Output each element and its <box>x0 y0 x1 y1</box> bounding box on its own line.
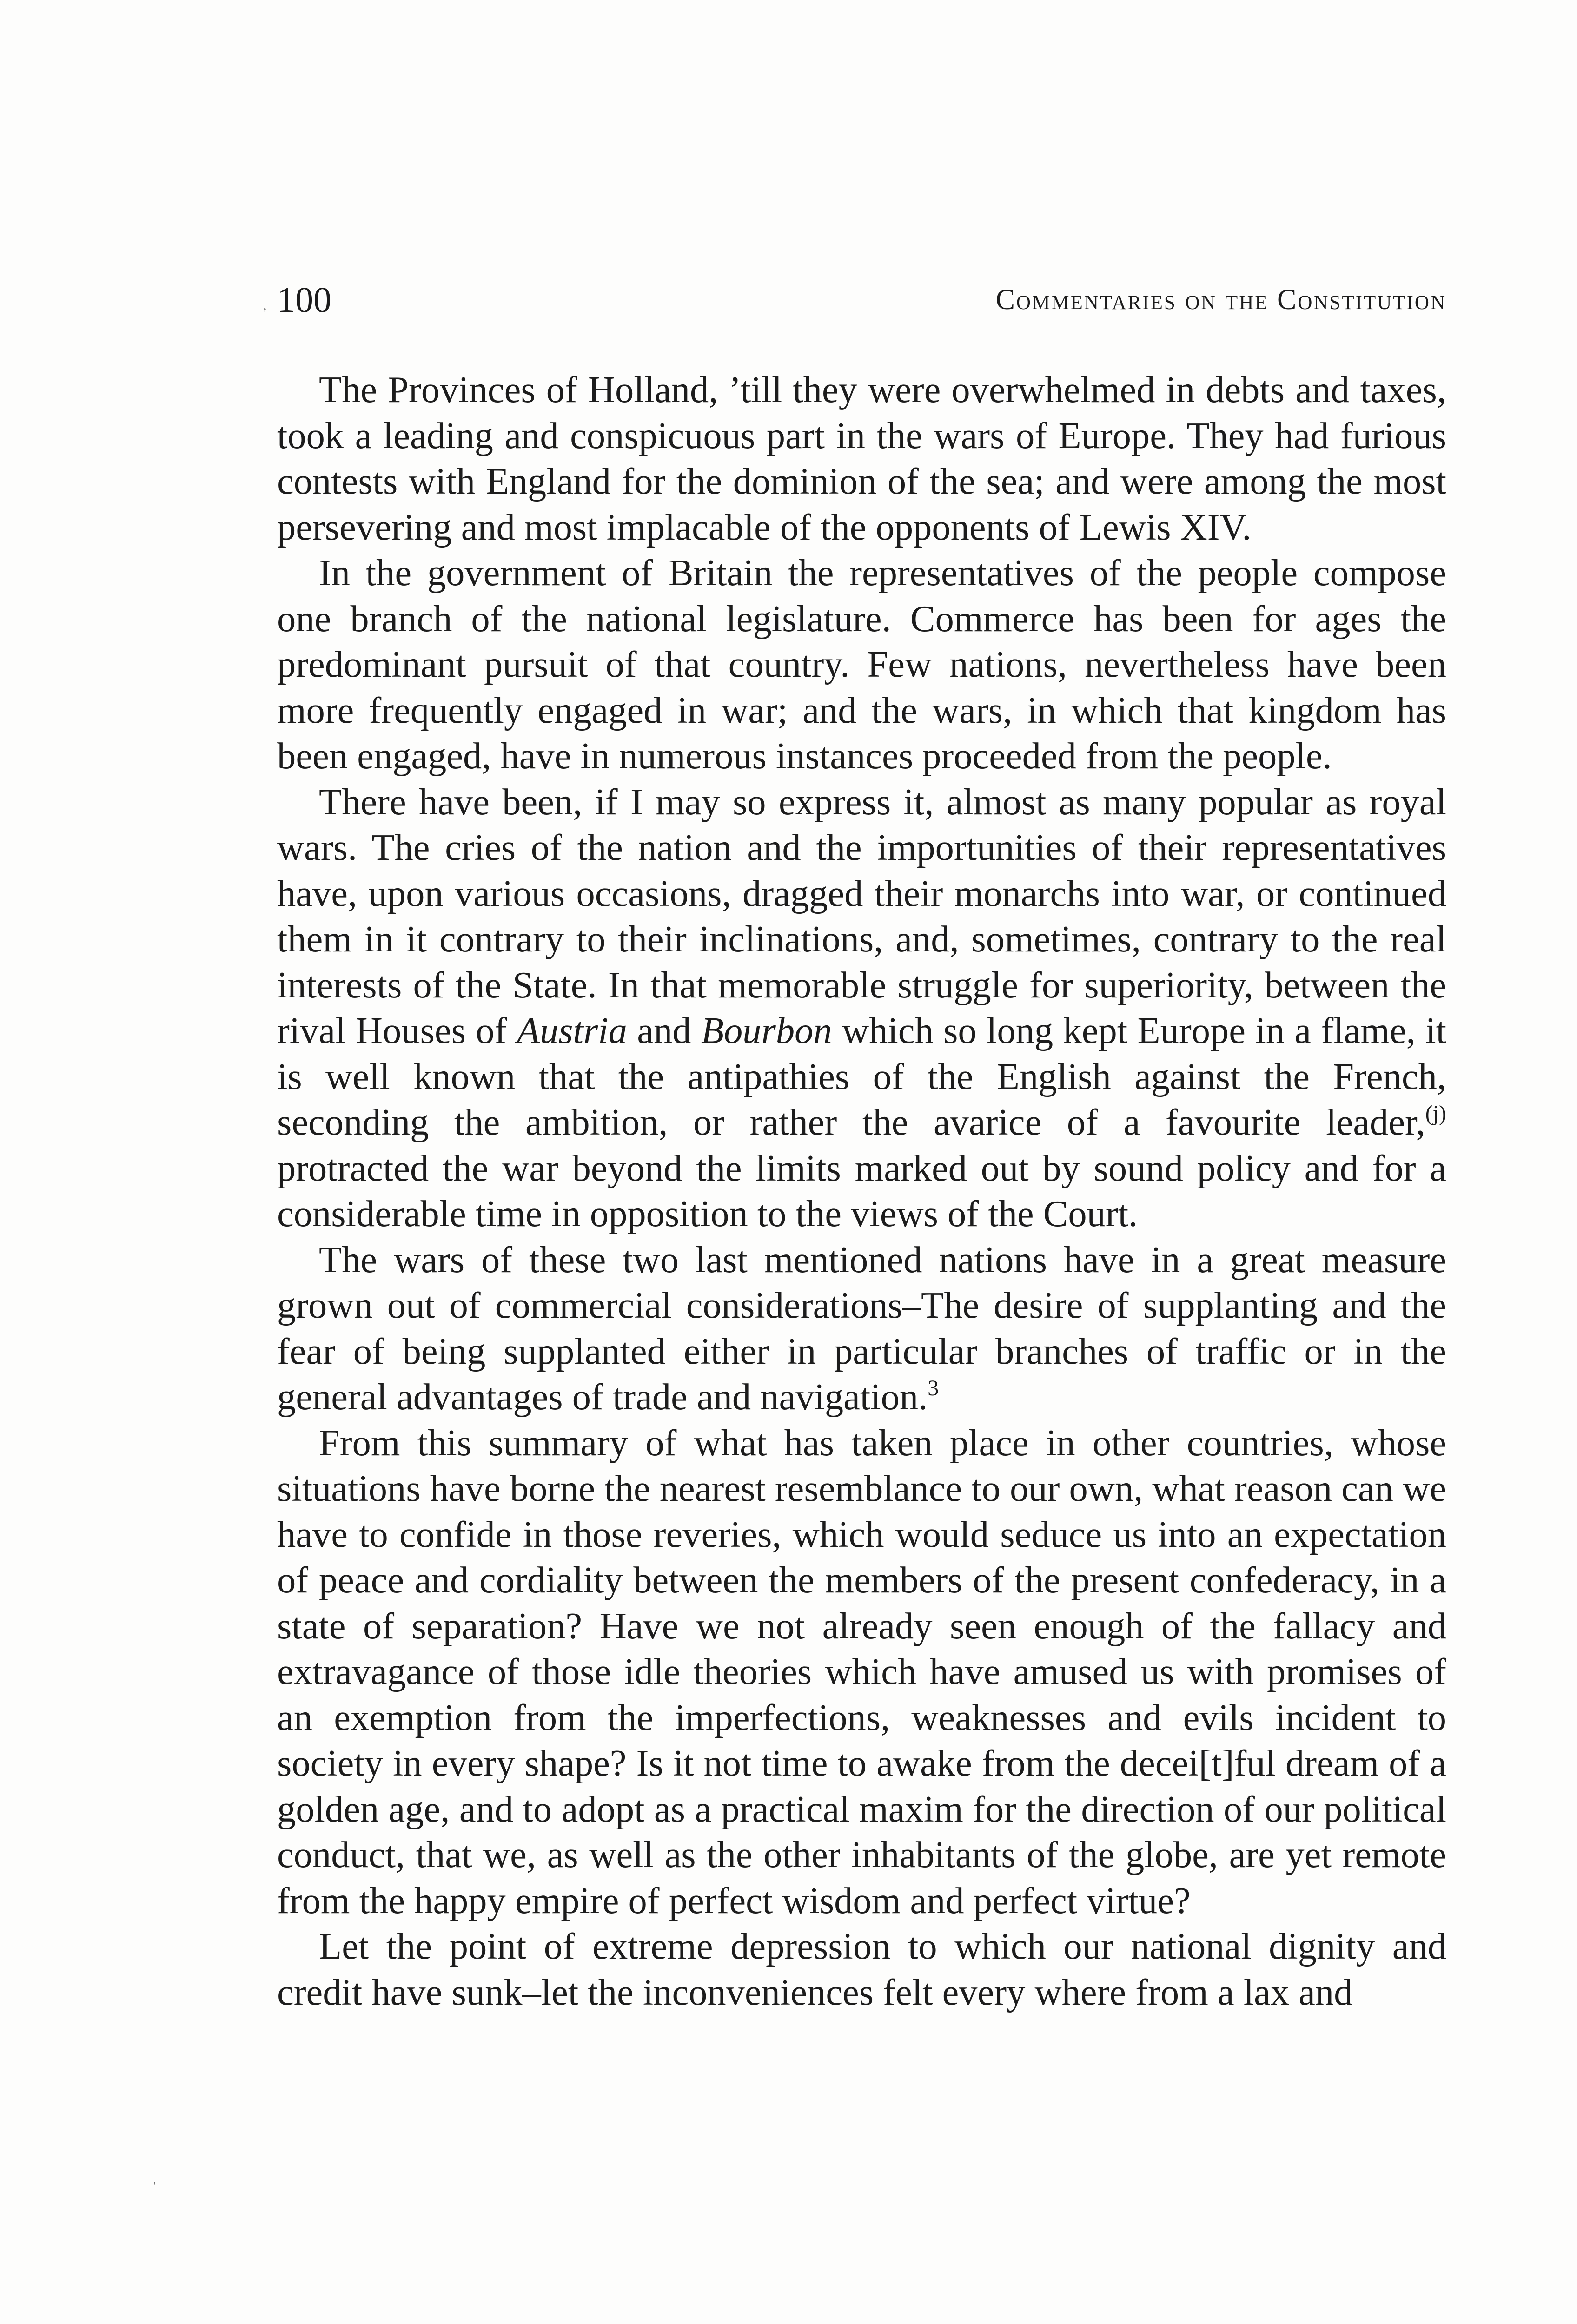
body-text <box>277 367 1446 2015</box>
italic-text: Austria <box>517 1010 627 1051</box>
text-run: The wars of these two last mentioned nations have in a great measure grown out of commercial considerations–The desire of supplanting and the fear of being supplanted either in particular branches of traffic or in the general advantages of trade and navigation. <box>277 1239 1446 1418</box>
page-number: 100 <box>277 279 331 320</box>
footnote-marker: 3 <box>928 1376 939 1400</box>
text-run: and <box>627 1010 701 1051</box>
paragraph <box>277 1420 1446 1924</box>
running-head: Commentaries on the Constitution <box>995 284 1446 316</box>
italic-text: Bourbon <box>701 1010 832 1051</box>
paragraph <box>277 367 1446 550</box>
stray-mark: , <box>263 297 267 313</box>
paragraph <box>277 550 1446 779</box>
text-run: which so long kept Europe in a flame, it is well known that the antipathies of the English against the French, seconding the ambition, or rather the avarice of a favourite leader, <box>277 1010 1446 1143</box>
text-run: Let the point of extreme depression to which our national dignity and credit have sunk–let the inconveniences felt every where from a lax and <box>277 1926 1446 2013</box>
text-run: In the government of Britain the representatives of the people compose one branch of the national legislature. Commerce has been for ages the predominant pursuit of that country. Few nations, nevertheless have been more frequently engaged in war; and the wars, in which that kingdom has been engaged, have in numerous instances proceeded from the people. <box>277 552 1446 777</box>
paragraph <box>277 1924 1446 2015</box>
text-run: The Provinces of Holland, ’till they were overwhelmed in debts and taxes, took a leading and conspicuous part in the wars of Europe. They had furious contests with England for the dominion of the sea; and were among the most persevering and most implacable of the opponents of Lewis XIV. <box>277 369 1446 548</box>
text-run: protracted the war beyond the limits marked out by sound policy and for a considerable time in opposition to the views of the Court. <box>277 1147 1446 1235</box>
page-header <box>277 274 1446 325</box>
footnote-marker: (j) <box>1425 1101 1446 1126</box>
paragraph <box>277 1237 1446 1420</box>
text-run: From this summary of what has taken place in other countries, whose situations have borne the nearest resemblance to our own, what reason can we have to confide in those reveries, which would seduce us into an expectation of peace and cordiality between the members of the present confederacy, in a state of separation? Have we not already seen enough of the fallacy and extravagance of those idle theories which have amused us with promises of an exemption from the imperfections, weaknesses and evils incident to society in every shape? Is it not time to awake from the decei[t]ful dream of a golden age, and to adopt as a practical maxim for the direction of our political conduct, that we, as well as the other inhabitants of the globe, are yet remote from the happy empire of perfect wisdom and perfect virtue? <box>277 1422 1446 1921</box>
paragraph <box>277 779 1446 1237</box>
stray-mark: ' <box>153 2180 156 2192</box>
text-run: There have been, if I may so express it, almost as many popular as royal wars. The cries of the nation and the importunities of their representatives have, upon various occasions, dragged their monarchs into war, or continued them in it contrary to their inclinations, and, sometimes, contrary to the real interests of the State. In that memorable struggle for superiority, between the rival Houses of <box>277 781 1446 1051</box>
